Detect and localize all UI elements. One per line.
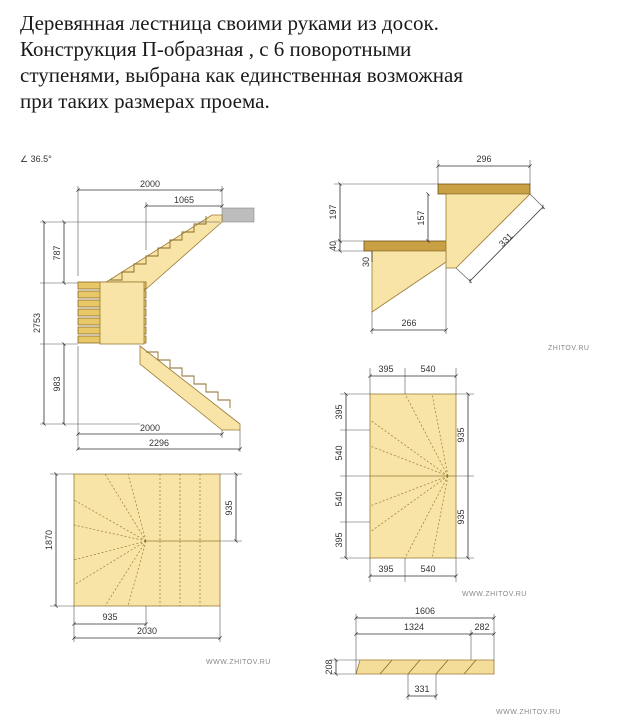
flight-dim-331: 331 bbox=[414, 684, 430, 694]
winder-left-dim-540a: 540 bbox=[334, 445, 344, 461]
watermark-3: WWW.ZHITOV.RU bbox=[206, 659, 271, 666]
watermark-2: WWW.ZHITOV.RU bbox=[462, 591, 527, 598]
flight-side-diagram bbox=[324, 606, 561, 716]
plan-view-diagram bbox=[44, 474, 271, 666]
winder-left-dim-540b: 540 bbox=[334, 491, 344, 507]
winder-top-dim-540: 540 bbox=[420, 364, 436, 374]
plan-dim-2030: 2030 bbox=[136, 626, 158, 636]
side-dim-983: 983 bbox=[52, 376, 62, 392]
plan-dim-1870: 1870 bbox=[44, 529, 54, 551]
floor-slab bbox=[222, 208, 254, 222]
plan-dim-935-bottom: 935 bbox=[102, 612, 118, 622]
detail-dim-40: 40 bbox=[328, 240, 338, 252]
flight-dim-1606: 1606 bbox=[414, 606, 436, 616]
watermark-1: ZHITOV.RU bbox=[548, 345, 590, 352]
side-dim-2753: 2753 bbox=[32, 312, 42, 334]
winder-bottom-dim-395: 395 bbox=[378, 564, 394, 574]
detail-dim-266: 266 bbox=[401, 318, 417, 328]
winder-bottom-dim-540: 540 bbox=[420, 564, 436, 574]
winder-right-dim-935b: 935 bbox=[456, 509, 466, 525]
winder-plan-diagram bbox=[334, 364, 527, 598]
title-line-4: при таких размерах проема. bbox=[20, 89, 270, 113]
side-dim-2000-top: 2000 bbox=[139, 179, 161, 189]
flight-dim-208: 208 bbox=[324, 659, 334, 675]
winder-left-dim-395b: 395 bbox=[334, 532, 344, 548]
step-detail-diagram bbox=[328, 154, 589, 352]
angle-label: ∠ 36.5° bbox=[20, 154, 52, 164]
title-line-1: Деревянная лестница своими руками из досок. bbox=[20, 11, 439, 35]
title-line-3: ступенями, выбрана как единственная возможная bbox=[20, 63, 463, 87]
upper-flight bbox=[100, 215, 222, 290]
flight-dim-282: 282 bbox=[474, 622, 490, 632]
watermark-4: WWW.ZHITOV.RU bbox=[496, 709, 561, 716]
detail-dim-331: 331 bbox=[497, 231, 515, 249]
title-line-2: Конструкция П-образная , с 6 поворотными bbox=[20, 37, 412, 61]
plan-dim-935-right: 935 bbox=[224, 500, 234, 516]
side-dim-2000-bottom: 2000 bbox=[139, 423, 161, 433]
side-dim-2296: 2296 bbox=[148, 438, 170, 448]
detail-dim-296: 296 bbox=[476, 154, 492, 164]
lower-flight bbox=[140, 346, 240, 430]
upper-tread bbox=[438, 184, 530, 194]
lower-riser bbox=[372, 251, 446, 312]
plan-view-body bbox=[74, 474, 220, 606]
flight-dim-1324: 1324 bbox=[403, 622, 425, 632]
winder-right-dim-935a: 935 bbox=[456, 427, 466, 443]
detail-dim-30: 30 bbox=[361, 256, 371, 268]
winder-top-dim-395: 395 bbox=[378, 364, 394, 374]
winder-stack bbox=[78, 282, 146, 344]
side-dim-787: 787 bbox=[52, 245, 62, 261]
winder-left-dim-395a: 395 bbox=[334, 404, 344, 420]
detail-dim-197: 197 bbox=[328, 204, 338, 220]
detail-dim-157: 157 bbox=[416, 210, 426, 226]
flight-body bbox=[356, 660, 494, 674]
side-dim-1065: 1065 bbox=[173, 195, 195, 205]
side-view-diagram bbox=[20, 154, 254, 452]
lower-tread bbox=[364, 241, 446, 251]
upper-riser bbox=[446, 194, 530, 268]
